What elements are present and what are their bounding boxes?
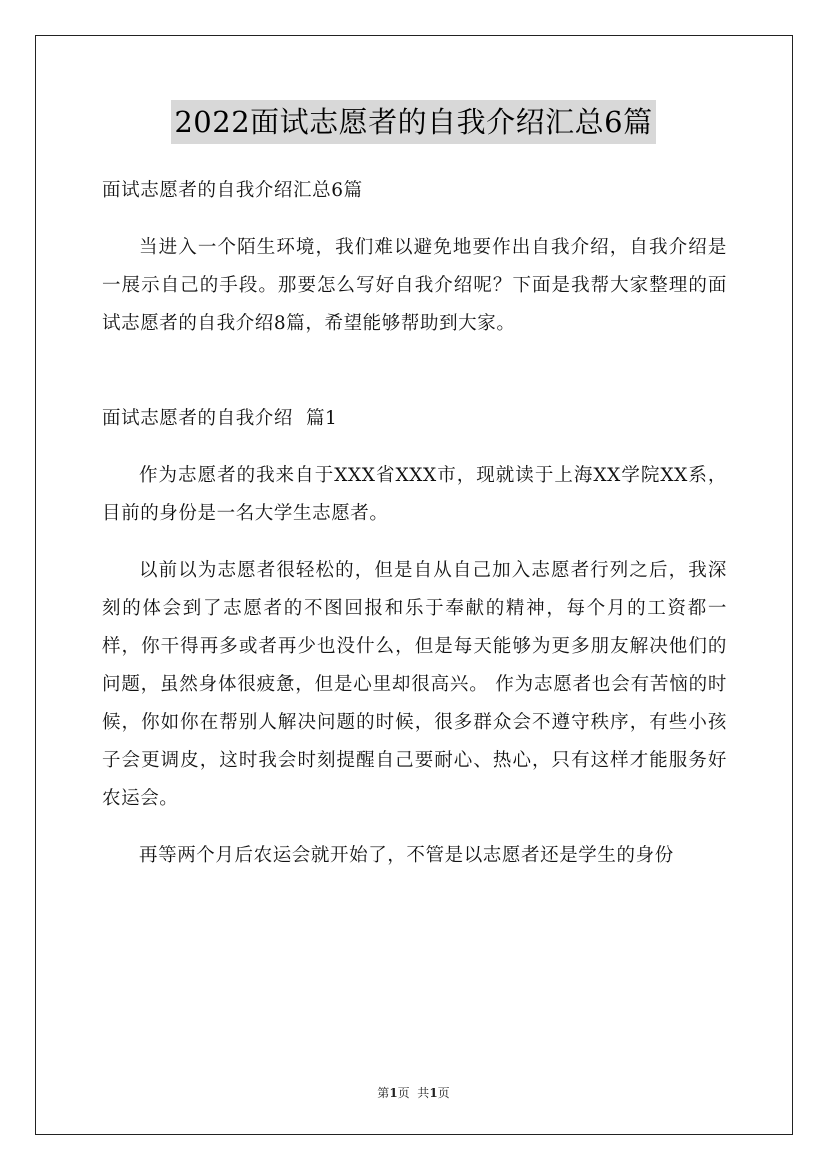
page-footer [0, 1084, 827, 1101]
body-paragraph-3: 再等两个月后农运会就开始了，不管是以志愿者还是学生的身份 [139, 845, 674, 866]
title-container [0, 100, 827, 144]
intro-paragraph: 当进入一个陌生环境，我们难以避免地要作出自我介绍，自我介绍是一展示自己的手段。那要怎么写好自我介绍呢？下面是我帮大家整理的面试志愿者的自我介绍8篇，希望能够帮助到大家。 [102, 237, 727, 334]
footer-page-total: 1 [429, 1086, 438, 1100]
section-heading: 面试志愿者的自我介绍 篇1 [102, 408, 338, 429]
footer-page-prefix: 第 [377, 1086, 390, 1100]
document-subtitle: 面试志愿者的自我介绍汇总6篇 [102, 180, 363, 201]
footer-page-current: 1 [389, 1086, 398, 1100]
document-body [102, 172, 727, 875]
footer-page-suffix: 页 [437, 1086, 450, 1100]
footer-page-mid: 页 共 [397, 1086, 430, 1100]
document-title: 2022面试志愿者的自我介绍汇总6篇 [171, 100, 655, 144]
body-paragraph-1: 作为志愿者的我来自于XXX省XXX市，现就读于上海XX学院XX系，目前的身份是一名大学生志愿者。 [102, 465, 727, 524]
body-paragraph-2: 以前以为志愿者很轻松的，但是自从自己加入志愿者行列之后，我深刻的体会到了志愿者的不图回报和乐于奉献的精神，每个月的工资都一样，你干得再多或者再少也没什么，但是每天能够为更多朋友解决他们的问题，虽然身体很疲惫，但是心里却很高兴。 作为志愿者也会有苦恼的时候，你如你在帮别人解决问题的时候，很多群众会不遵守秩序，有些小孩子会更调皮，这时我会时刻提醒自己要耐心、热心，只有这样才能服务好农运会。 [102, 560, 727, 809]
